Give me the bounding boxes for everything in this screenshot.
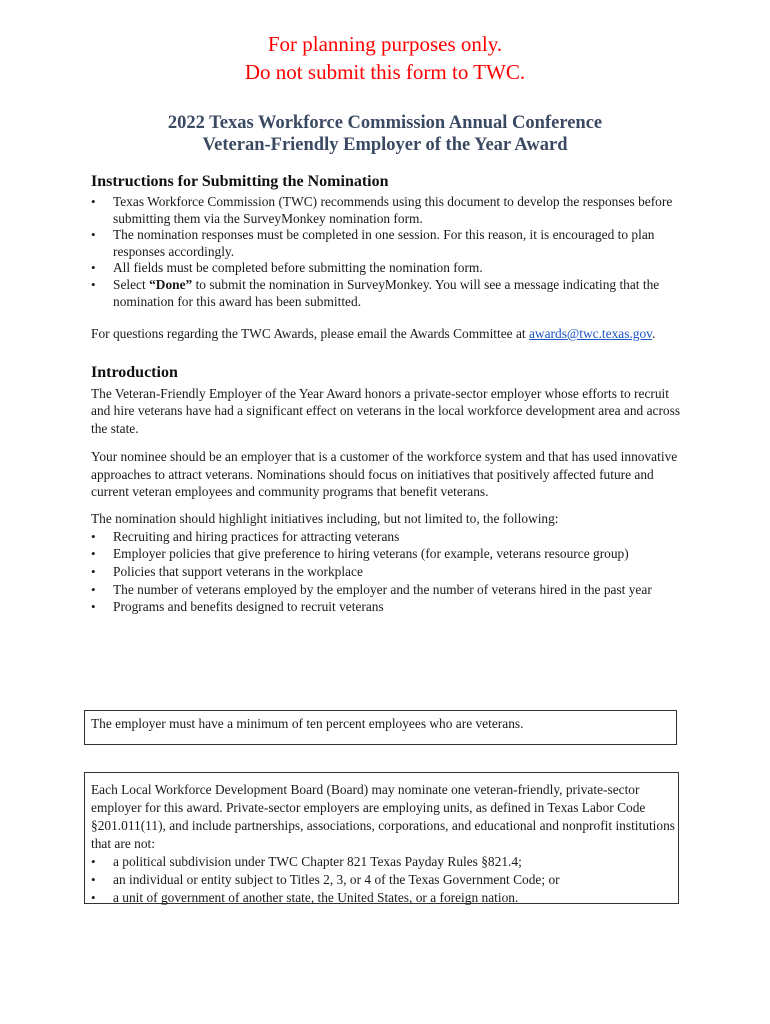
introduction-heading: Introduction [91, 363, 178, 381]
exclusion-item: • a unit of government of another state, the United States, or a foreign nation. [91, 889, 678, 907]
warning-line-2: Do not submit this form to TWC. [244, 60, 526, 84]
exclusion-item: • a political subdivision under TWC Chapter 821 Texas Payday Rules §821.4; [91, 853, 678, 871]
initiative-item: • Policies that support veterans in the workplace [91, 563, 691, 581]
instructions-list [91, 194, 691, 310]
instructions-item: • Texas Workforce Commission (TWC) recommends using this document to develop the responses before submitting them via the SurveyMonkey nomination form. [91, 194, 691, 227]
initiative-item: • The number of veterans employed by the employer and the number of veterans hired in the past year [91, 581, 691, 599]
select-suffix: to submit the nomination in SurveyMonkey. You will see a message indicating that the nomination for this award has been submitted. [113, 276, 660, 309]
exclusions-list [91, 853, 678, 907]
select-prefix: Select [113, 276, 150, 292]
title-line-2: Veteran-Friendly Employer of the Year Award [202, 135, 568, 155]
title-line-1: 2022 Texas Workforce Commission Annual Conference [167, 113, 603, 133]
instructions-item: • The nomination responses must be completed in one session. For this reason, it is encouraged to plan responses accordingly. [91, 227, 691, 260]
initiative-item: • Employer policies that give preference to hiring veterans (for example, veterans resource group) [91, 545, 691, 563]
done-keyword: “Done” [149, 276, 193, 292]
initiative-item: • Programs and benefits designed to recruit veterans [91, 598, 691, 616]
intro-paragraph-2: Your nominee should be an employer that is a customer of the workforce system and that has used innovative approaches to attract veterans. Nominations should focus on initiatives that positively affected future and current veteran employees and community programs that benefit veterans. [91, 448, 678, 500]
document-title [0, 112, 770, 156]
instructions-heading: Instructions for Submitting the Nomination [91, 173, 389, 190]
intro-paragraph-3: The nomination should highlight initiatives including, but not limited to, the following: [91, 510, 559, 526]
awards-email-link[interactable]: awards@twc.texas.gov [528, 326, 652, 342]
board-nomination-text: Each Local Workforce Development Board (Board) may nominate one veteran-friendly, private-sector employer for this award. Private-sector employers are employing units, as defined in Texas Labor Code §201.011(11), and include partnerships, associations, corporations, and educational and nonprofit institutions that are not: [91, 782, 675, 851]
minimum-veterans-text: The employer must have a minimum of ten percent employees who are veterans. [91, 716, 524, 731]
main-content [91, 172, 691, 616]
instructions-item: • All fields must be completed before submitting the nomination form. [91, 260, 691, 277]
instructions-item [91, 277, 691, 310]
questions-text: For questions regarding the TWC Awards, please email the Awards Committee at [91, 326, 529, 342]
planning-warning [0, 30, 770, 86]
exclusion-item: • an individual or entity subject to Titles 2, 3, or 4 of the Texas Government Code; or [91, 871, 678, 889]
minimum-veterans-box [84, 710, 677, 745]
warning-line-1: For planning purposes only. [267, 32, 503, 56]
initiatives-list [91, 528, 691, 617]
intro-paragraph-1: The Veteran-Friendly Employer of the Year Award honors a private-sector employer whose efforts to recruit and hire veterans have had a significant effect on veterans in the local workforce development area and across the state. [91, 385, 681, 437]
questions-end: . [652, 326, 656, 342]
initiative-item: • Recruiting and hiring practices for attracting veterans [91, 528, 691, 546]
board-nomination-box [84, 772, 679, 904]
questions-paragraph [91, 326, 691, 343]
